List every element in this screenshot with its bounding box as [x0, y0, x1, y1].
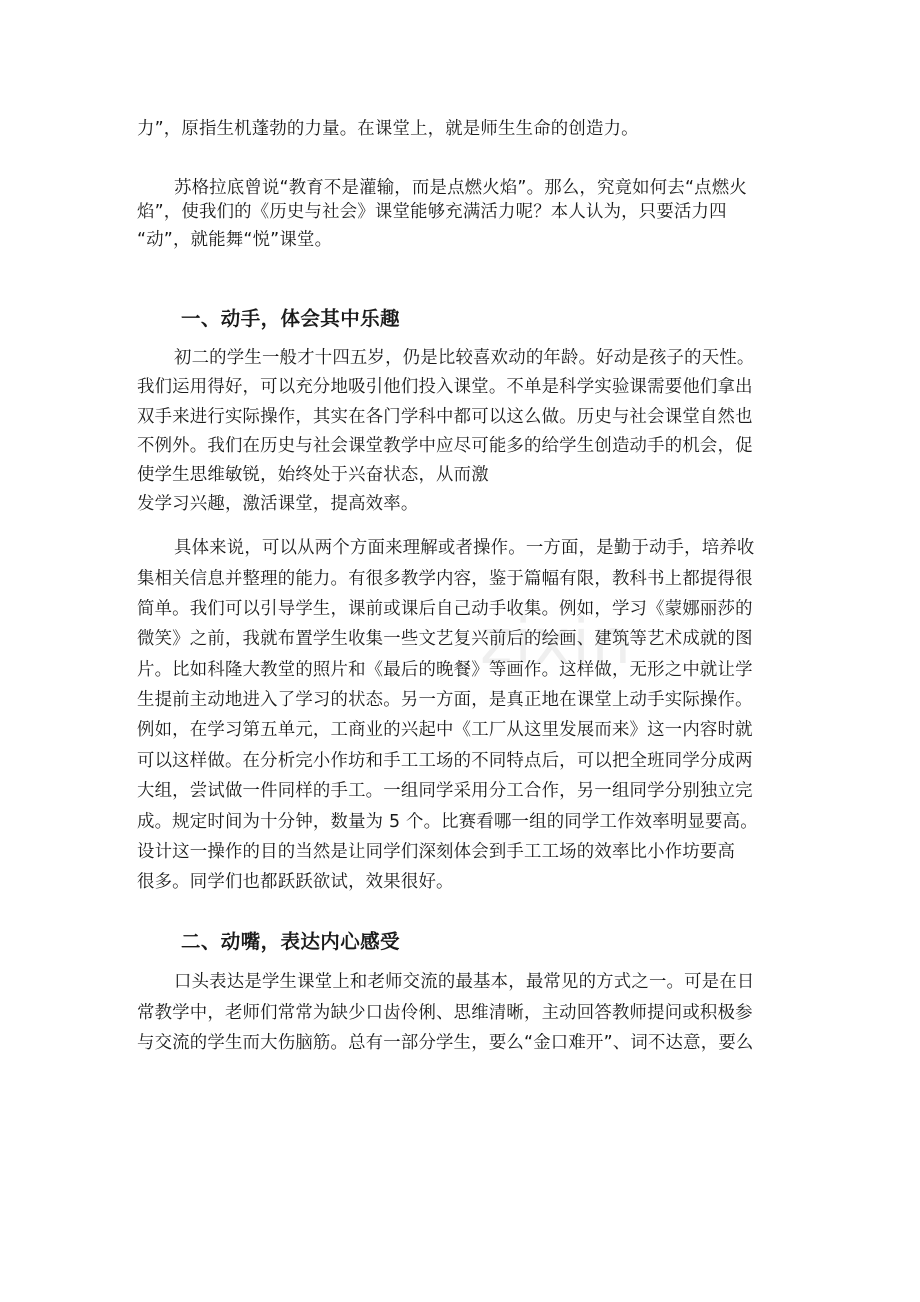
paragraph-line: 具体来说，可以从两个方面来理解或者操作。一方面，是勤于动手，培养收 — [174, 538, 755, 558]
paragraph-line: 集相关信息并整理的能力。有很多教学内容，鉴于篇幅有限，教科书上都提得很 — [137, 569, 753, 589]
paragraph-line: 大组，尝试做一件同样的手工。一组同学采用分工合作，另一组同学分别独立完 — [137, 781, 753, 801]
paragraph-line: 微笑》之前，我就布置学生收集一些文艺复兴前后的绘画、建筑等艺术成就的图 — [137, 629, 753, 649]
section-heading-2: 二、动嘴，表达内心感受 — [181, 930, 400, 953]
paragraph-line: 片。比如科隆大教堂的照片和《最后的晚餐》等画作。这样做，无形之中就让学 — [137, 660, 753, 680]
paragraph-line: “动”，就能舞“悦”课堂。 — [137, 230, 333, 250]
watermark: zixin — [480, 605, 633, 678]
paragraph-line: 焰”，使我们的《历史与社会》课堂能够充满活力呢？本人认为，只要活力四 — [137, 202, 727, 222]
paragraph-line: 很多。同学们也都跃跃欲试，效果很好。 — [137, 872, 454, 892]
paragraph-line: 双手来进行实际操作，其实在各门学科中都可以这么做。历史与社会课堂自然也 — [137, 407, 753, 427]
paragraph-line: 常教学中，老师们常常为缺少口齿伶俐、思维清晰，主动回答教师提问或积极参 — [137, 1003, 753, 1023]
paragraph-line: 与交流的学生而大伤脑筋。总有一部分学生，要么“金口难开”、词不达意，要么 — [137, 1033, 754, 1053]
paragraph-line: 发学习兴趣，激活课堂，提高效率。 — [137, 494, 419, 514]
paragraph-line: 简单。我们可以引导学生，课前或课后自己动手收集。例如，学习《蒙娜丽莎的 — [137, 599, 753, 619]
paragraph-line: 力”，原指生机蓬勃的力量。在课堂上，就是师生生命的创造力。 — [137, 119, 639, 139]
paragraph-line: 苏格拉底曾说“教育不是灌输，而是点燃火焰”。那么，究竟如何去“点燃火 — [174, 178, 747, 198]
paragraph-line: 设计这一操作的目的当然是让同学们深刻体会到手工工场的效率比小作坊要高 — [137, 842, 736, 862]
paragraph-line: 可以这样做。在分析完小作坊和手工工场的不同特点后，可以把全班同学分成两 — [137, 751, 753, 771]
paragraph-line: 生提前主动地进入了学习的状态。另一方面，是真正地在课堂上动手实际操作。 — [137, 690, 753, 710]
paragraph-line: 使学生思维敏锐，始终处于兴奋状态，从而激 — [137, 465, 489, 485]
paragraph-line: 成。规定时间为十分钟，数量为 5 个。比赛看哪一组的同学工作效率明显要高。 — [137, 812, 758, 832]
paragraph-line: 例如，在学习第五单元，工商业的兴起中《工厂从这里发展而来》这一内容时就 — [137, 720, 753, 740]
section-heading-1: 一、动手，体会其中乐趣 — [181, 307, 400, 330]
paragraph-line: 不例外。我们在历史与社会课堂教学中应尽可能多的给学生创造动手的机会，促 — [137, 436, 753, 456]
paragraph-line: 我们运用得好，可以充分地吸引他们投入课堂。不单是科学实验课需要他们拿出 — [137, 377, 753, 397]
paragraph-line: 口头表达是学生课堂上和老师交流的最基本，最常见的方式之一。可是在日 — [174, 972, 755, 992]
paragraph-line: 初二的学生一般才十四五岁，仍是比较喜欢动的年龄。好动是孩子的天性。 — [174, 348, 755, 368]
